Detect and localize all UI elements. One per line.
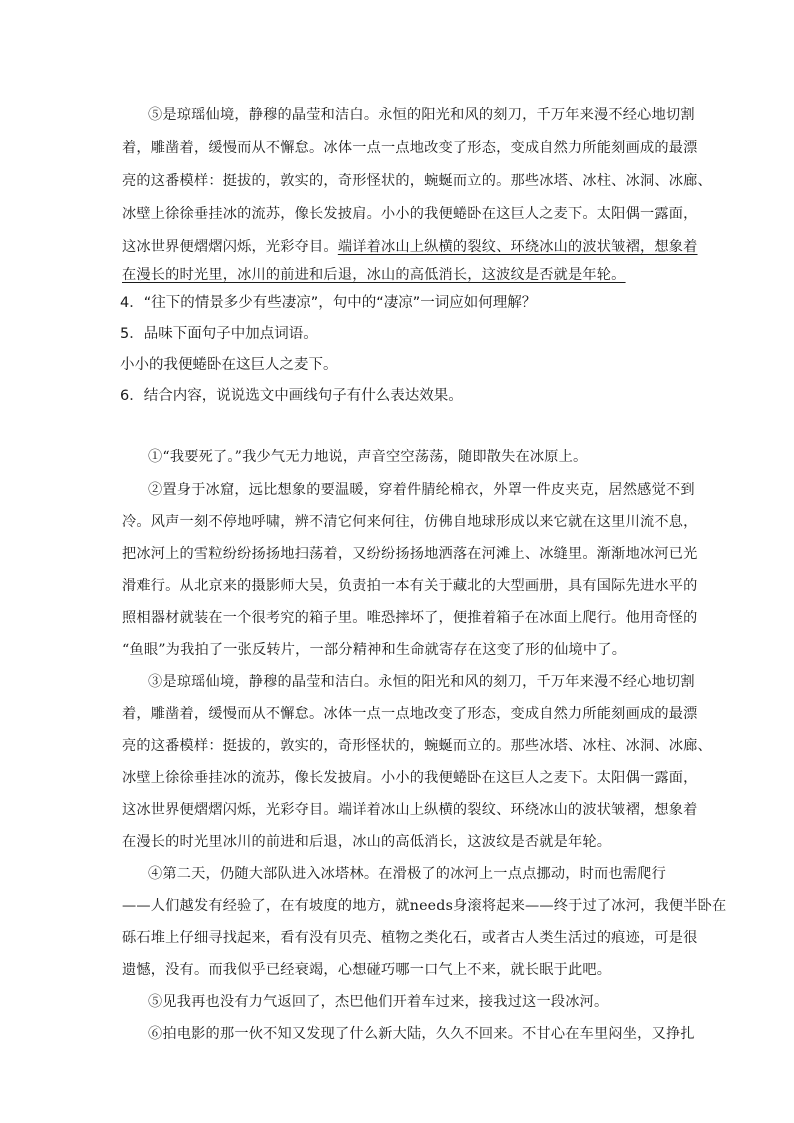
passage-line: ③是琼瑶仙境，静穆的晶莹和洁白。永恒的阳光和风的刻刀，千万年来漫不经心地切割 — [148, 674, 695, 690]
passage-line: 着，雕凿着，缓慢而从不懈怠。冰体一点一点地改变了形态，变成自然力所能刻画成的最漂 — [122, 706, 698, 722]
passage-line: 滑难行。从北京来的摄影师大吴，负责拍一本有关于藏北的大型画册，具有国际先进水平的 — [122, 578, 698, 594]
underlined-sentence: 在漫长的时光里，冰川的前进和后退，冰山的高低消长，这波纹是否就是年轮。 — [122, 267, 626, 283]
passage-line: ——人们越发有经验了，在有坡度的地方，就needs身滚将起来——终于过了冰河，我便半卧在 — [122, 898, 727, 914]
passage-line: 冰壁上徐徐垂挂冰的流苏，像长发披肩。小小的我便蜷卧在这巨人之麦下。太阳偶一露面， — [122, 206, 698, 222]
plain-sentence: 这冰世界便熠熠闪烁，光彩夺目。 — [122, 239, 338, 255]
passage-line: ⑤是琼瑶仙境，静穆的晶莹和洁白。永恒的阳光和风的刻刀，千万年来漫不经心地切割 — [148, 107, 695, 123]
passage-line: 砾石堆上仔细寻找起来，看有没有贝壳、植物之类化石，或者古人类生活过的痕迹，可是很 — [122, 930, 698, 946]
passage-line: 着，雕凿着，缓慢而从不懈怠。冰体一点一点地改变了形态，变成自然力所能刻画成的最漂 — [122, 140, 698, 156]
passage-line: ⑥拍电影的那一伙不知又发现了什么新大陆，久久不回来。不甘心在车里闷坐，又挣扎 — [148, 1026, 695, 1042]
question-6: 6．结合内容，说说选文中画线句子有什么表达效果。 — [120, 388, 463, 404]
passage-line: 这冰世界便熠熠闪烁，光彩夺目。端详着冰山上纵横的裂纹、环绕冰山的波状皱褶，想象着 — [122, 802, 698, 818]
passage-line: 亮的这番模样：挺拔的，敦实的，奇形怪状的，蜿蜒而立的。那些冰塔、冰柱、冰洞、冰廊、 — [122, 738, 712, 754]
question-5: 5．品味下面句子中加点词语。 — [120, 326, 318, 342]
passage-line: 把冰河上的雪粒纷纷扬扬地扫荡着，又纷纷扬扬地洒落在河滩上、冰缝里。渐渐地冰河已光 — [122, 546, 698, 562]
question-5-sentence: 小小的我便蜷卧在这巨人之麦下。 — [120, 357, 338, 373]
question-4: 4．“往下的情景多少有些凄凉”，句中的“凄凉”一词应如何理解？ — [120, 295, 537, 311]
passage-line — [122, 236, 698, 256]
passage-line: 在漫长的时光里冰川的前进和后退，冰山的高低消长，这波纹是否就是年轮。 — [122, 834, 612, 850]
passage-line: “鱼眼”为我拍了一张反转片，一部分精神和生命就寄存在这变了形的仙境中了。 — [122, 642, 627, 658]
passage-line: 照相器材就装在一个很考究的箱子里。唯恐摔坏了，便推着箱子在冰面上爬行。他用奇怪的 — [122, 610, 698, 626]
passage-line: 冷。风声一刻不停地呼啸，辨不清它何来何往，仿佛自地球形成以来它就在这里川流不息， — [122, 514, 698, 530]
underlined-sentence: 端详着冰山上纵横的裂纹、环绕冰山的波状皱褶，想象着 — [337, 239, 698, 255]
passage-line: ⑤见我再也没有力气返回了，杰巴他们开着车过来，接我过这一段冰河。 — [148, 994, 609, 1010]
passage-line: ②置身于冰窟，远比想象的要温暖，穿着件腈纶棉衣，外罩一件皮夹克，居然感觉不到 — [148, 482, 695, 498]
passage-line: 冰壁上徐徐垂挂冰的流苏，像长发披肩。小小的我便蜷卧在这巨人之麦下。太阳偶一露面， — [122, 770, 698, 786]
passage-line: 遗憾，没有。而我似乎已经衰竭，心想碰巧哪一口气上不来，就长眠于此吧。 — [122, 962, 612, 978]
passage-line: 亮的这番模样：挺拔的，敦实的，奇形怪状的，蜿蜒而立的。那些冰塔、冰柱、冰洞、冰廊、 — [122, 173, 712, 189]
passage-line: ④第二天，仍随大部队进入冰塔林。在滑极了的冰河上一点点挪动，时而也需爬行 — [148, 866, 666, 882]
passage-line: ①“我要死了。”我少气无力地说，声音空空荡荡，随即散失在冰原上。 — [148, 449, 588, 465]
